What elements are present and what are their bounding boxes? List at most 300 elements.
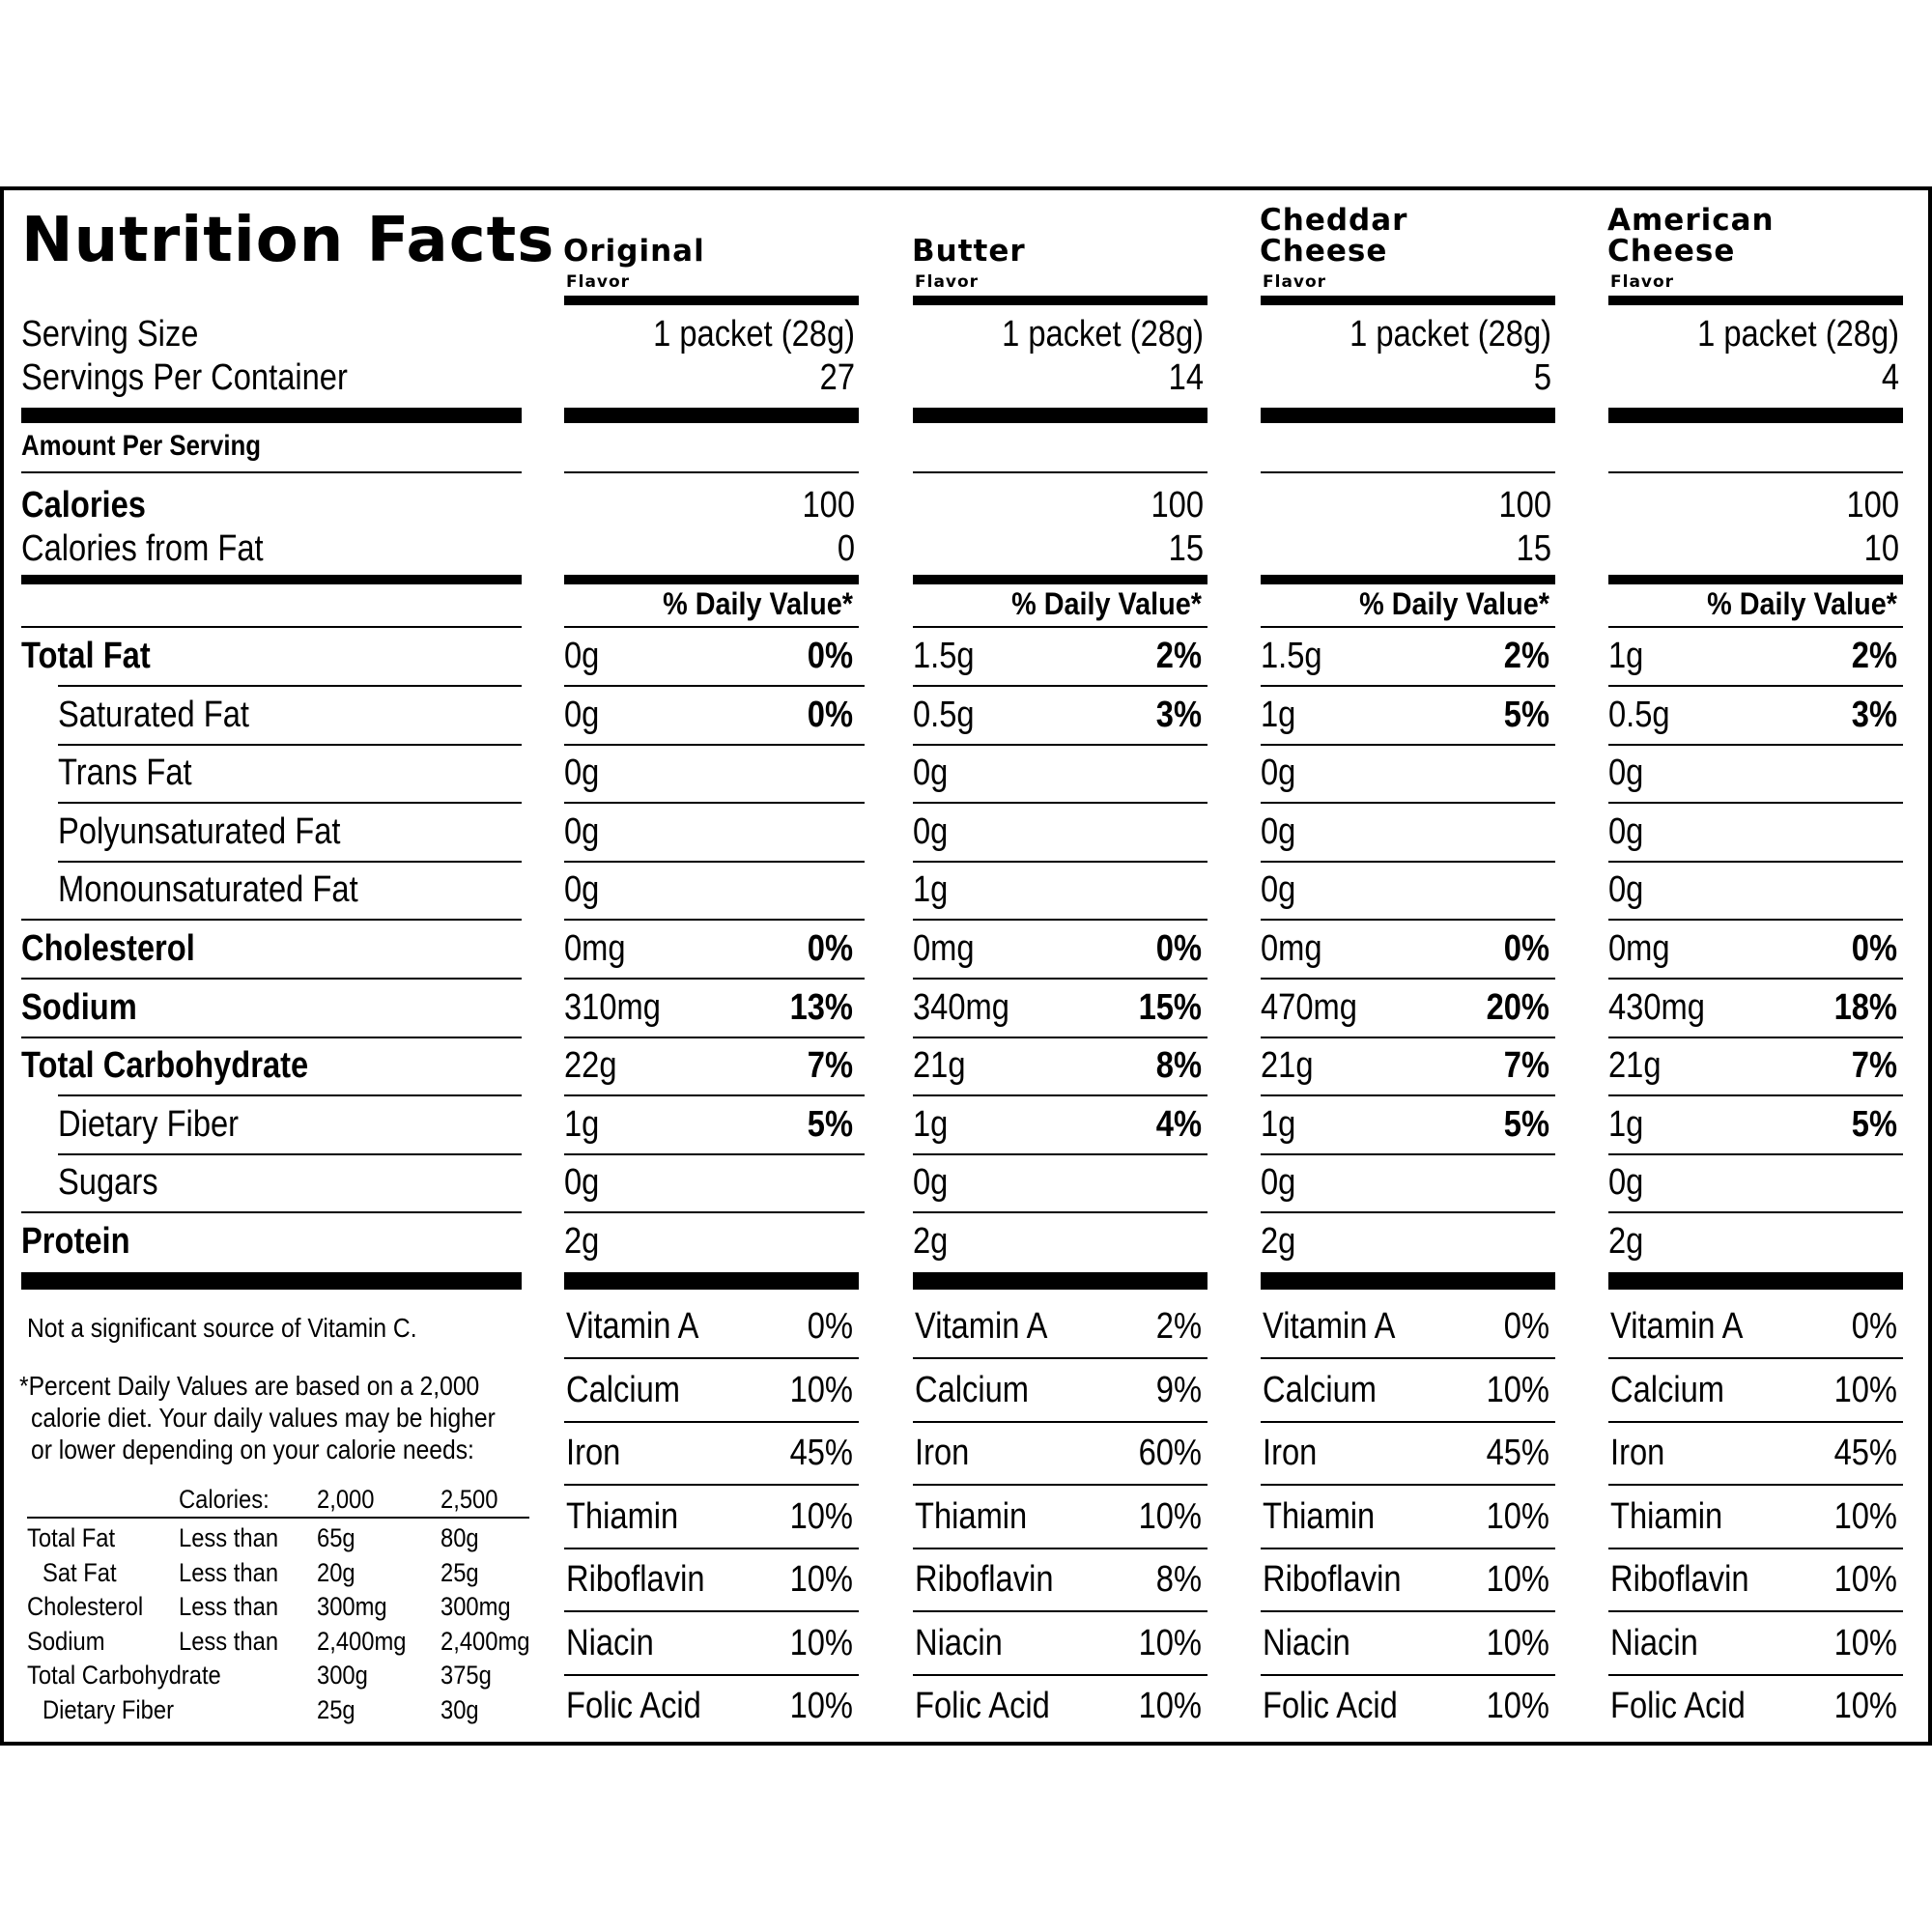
vitamin-divider [1608,1484,1903,1486]
vitamin-value: 45% [1833,1433,1897,1473]
footnote-table-cell: 30g [440,1694,479,1724]
footnote-table-cell: Cholesterol [27,1592,144,1621]
nutrient-daily-value: 5% [1851,1103,1897,1145]
vitamin-value: 10% [1833,1369,1897,1410]
nutrient-amount: 0g [564,810,600,852]
nutrient-amount: 21g [913,1045,966,1087]
vitamin-label: Vitamin A [566,1306,699,1347]
nutrient-amount: 0g [564,1162,600,1204]
nutrient-label: Saturated Fat [58,694,250,735]
vitamin-label: Calcium [1263,1369,1378,1410]
nutrient-amount: 0mg [564,928,626,969]
row-divider [58,744,522,746]
row-divider [1261,1211,1555,1213]
vitamin-label: Calcium [566,1369,681,1410]
row-divider [913,1094,1208,1096]
nutrient-daily-value: 5% [807,1103,853,1145]
nutrient-amount: 340mg [913,986,1009,1028]
nutrient-daily-value: 7% [1851,1045,1897,1087]
thick-rule [1261,408,1555,423]
row-divider [1608,685,1903,687]
row-divider [564,919,865,921]
vitamin-value: 10% [789,1495,853,1537]
footnote-table-rule [27,1517,529,1519]
row-divider [1608,1211,1903,1213]
row-divider [1608,744,1903,746]
vitamin-divider [1261,1610,1555,1612]
daily-value-header: % Daily Value* [1011,586,1202,621]
row-divider [564,802,865,804]
thin-rule [913,471,1208,473]
thin-rule [564,471,859,473]
nutrient-daily-value: 3% [1851,694,1897,735]
row-divider [1261,978,1555,980]
vitamin-label: Iron [915,1433,970,1473]
thick-rule [21,1272,522,1290]
nutrient-daily-value: 4% [1155,1103,1202,1145]
calories-from-fat-value: 15 [1516,528,1551,569]
vitamin-divider [1261,1357,1555,1359]
footnote-table-cell: 25g [440,1557,479,1587]
nutrient-amount: 0g [564,753,600,794]
row-divider [21,919,522,921]
row-divider [1608,1094,1903,1096]
thin-rule [21,626,522,628]
footnote-table-cell: 65g [317,1523,355,1552]
daily-value-footnote-line: or lower depending on your calorie needs: [31,1435,474,1464]
nutrient-label: Cholesterol [21,928,195,969]
vitamin-value: 10% [789,1559,853,1600]
nutrient-amount: 0g [564,869,600,911]
nutrient-daily-value: 7% [1503,1045,1549,1087]
row-divider [1608,861,1903,863]
nutrient-label: Dietary Fiber [58,1103,240,1145]
nutrient-label: Sodium [21,986,137,1028]
vitamin-divider [1608,1357,1903,1359]
vitamin-value: 9% [1155,1369,1202,1410]
calories-value: 100 [802,485,855,526]
serving-size-value: 1 packet (28g) [1697,314,1899,355]
flavor-name: Butter [912,234,1026,269]
vitamin-divider [564,1421,859,1423]
nutrient-label: Sugars [58,1162,158,1204]
vitamin-label: Niacin [915,1622,1003,1663]
nutrient-amount: 1g [1608,1103,1644,1145]
nutrient-daily-value: 0% [807,636,853,676]
thin-rule [1261,626,1555,628]
vitamin-label: Vitamin A [915,1306,1048,1347]
calories-value: 100 [1498,485,1551,526]
row-divider [564,861,865,863]
footnote-table-cell: 80g [440,1523,479,1552]
header-rule [1261,296,1555,305]
nutrient-amount: 0g [1608,753,1644,794]
vitamin-value: 10% [1833,1559,1897,1600]
footnote-table-cell: Dietary Fiber [43,1694,175,1724]
row-divider [1608,1037,1903,1038]
vitamin-label: Thiamin [1263,1495,1376,1537]
footnote-table-cell: 300mg [440,1592,511,1621]
row-divider [1261,802,1555,804]
nutrient-daily-value: 0% [1155,928,1202,969]
nutrient-daily-value: 5% [1503,1103,1549,1145]
amount-per-serving-label: Amount Per Serving [21,430,262,462]
servings-value: 4 [1881,357,1899,398]
row-divider [564,1037,865,1038]
row-divider [564,978,865,980]
row-divider [1261,744,1555,746]
nutrient-amount: 0.5g [913,694,975,735]
nutrient-amount: 2g [564,1221,600,1262]
row-divider [1261,1153,1555,1155]
row-divider [564,1153,865,1155]
daily-value-header: % Daily Value* [1707,586,1897,621]
serving-size-value: 1 packet (28g) [1350,314,1551,355]
nutrient-amount: 0g [1261,869,1296,911]
nutrient-amount: 1g [1261,1103,1296,1145]
footnote-table-cell: 300mg [317,1592,387,1621]
nutrient-daily-value: 2% [1155,636,1202,676]
footnote-table-cell: 2,400mg [317,1626,407,1656]
vitamin-divider [913,1674,1208,1676]
thick-rule [21,408,522,423]
nutrient-amount: 430mg [1608,986,1705,1028]
vitamin-label: Niacin [1263,1622,1350,1663]
flavor-subtitle: Flavor [1263,272,1327,292]
row-divider [21,978,522,980]
nutrient-amount: 2g [913,1221,949,1262]
nutrient-amount: 0mg [913,928,975,969]
vitamin-divider [913,1548,1208,1549]
row-divider [913,1037,1208,1038]
footnote-table-cell: 25g [317,1694,355,1724]
vitamin-divider [913,1610,1208,1612]
vitamin-divider [1261,1421,1555,1423]
nutrient-daily-value: 0% [807,928,853,969]
vitamin-value: 10% [789,1622,853,1663]
thick-rule [913,1272,1208,1290]
medium-rule [1261,575,1555,584]
thick-rule [1261,1272,1555,1290]
calories-from-fat-value: 15 [1168,528,1204,569]
row-divider [913,802,1208,804]
nutrient-amount: 1g [1261,694,1296,735]
nutrient-label: Polyunsaturated Fat [58,810,341,852]
nutrient-amount: 0g [1608,1162,1644,1204]
nutrient-amount: 0g [1608,869,1644,911]
medium-rule [913,575,1208,584]
medium-rule [21,575,522,584]
vitamin-divider [1608,1674,1903,1676]
footnote-table-cell: Sat Fat [43,1557,117,1587]
nutrient-amount: 0g [1261,753,1296,794]
footnote-table-cell: 20g [317,1557,355,1587]
vitamin-divider [564,1484,859,1486]
nutrient-amount: 0g [564,694,600,735]
vitamin-value: 10% [1138,1495,1202,1537]
header-rule [1608,296,1903,305]
vitamin-divider [564,1548,859,1549]
vitamin-label: Thiamin [1610,1495,1723,1537]
nutrient-amount: 22g [564,1045,617,1087]
vitamin-label: Riboflavin [915,1559,1054,1600]
vitamin-divider [1608,1421,1903,1423]
footnote-table-cell: Sodium [27,1626,105,1656]
nutrient-amount: 1.5g [1261,636,1322,676]
vitamin-label: Iron [1610,1433,1665,1473]
medium-rule [1608,575,1903,584]
vitamin-label: Calcium [1610,1369,1725,1410]
nutrient-label: Monounsaturated Fat [58,869,358,911]
vitamin-label: Folic Acid [566,1686,701,1726]
vitamin-label: Folic Acid [915,1686,1050,1726]
serving-size-value: 1 packet (28g) [1002,314,1204,355]
vitamin-label: Iron [566,1433,621,1473]
thin-rule [1608,471,1903,473]
calories-from-fat-value: 0 [837,528,855,569]
footnote-table-cell: Less than [179,1592,279,1621]
nutrient-amount: 1.5g [913,636,975,676]
daily-value-header: % Daily Value* [663,586,853,621]
vitamin-value: 8% [1155,1559,1202,1600]
vitamin-divider [564,1357,859,1359]
vitamin-label: Thiamin [566,1495,679,1537]
nutrient-amount: 1g [913,869,949,911]
calories-label: Calories [21,485,146,526]
row-divider [913,919,1208,921]
footnote-table-cell: Less than [179,1557,279,1587]
row-divider [1261,685,1555,687]
vitamin-value: 60% [1138,1433,1202,1473]
footnote-table-cell: 375g [440,1661,492,1690]
row-divider [564,1211,865,1213]
thin-rule [1608,626,1903,628]
thick-rule [1608,408,1903,423]
vitamin-divider [1608,1548,1903,1549]
vitamin-value: 10% [1138,1622,1202,1663]
nutrient-daily-value: 0% [807,694,853,735]
vitamin-value: 10% [1486,1686,1549,1726]
row-divider [1261,1037,1555,1038]
footnote-table-cell: Less than [179,1626,279,1656]
row-divider [21,1211,522,1213]
footnote-table-cell: Total Carbohydrate [27,1661,221,1690]
row-divider [1261,919,1555,921]
vitamin-value: 10% [1833,1686,1897,1726]
vitamin-value: 10% [1486,1369,1549,1410]
thick-rule [564,1272,859,1290]
nutrient-label: Total Fat [21,636,151,676]
thin-rule [21,471,522,473]
footnote-table-header: 2,000 [317,1485,375,1514]
flavor-name: Cheese [1260,234,1388,269]
nutrient-daily-value: 7% [807,1045,853,1087]
thick-rule [913,408,1208,423]
calories-value: 100 [1846,485,1899,526]
servings-value: 5 [1533,357,1551,398]
nutrient-amount: 0g [564,636,600,676]
thin-rule [913,626,1208,628]
nutrient-amount: 21g [1261,1045,1314,1087]
row-divider [913,744,1208,746]
row-divider [58,685,522,687]
nutrient-amount: 2g [1261,1221,1296,1262]
vitamin-c-note: Not a significant source of Vitamin C. [27,1313,417,1343]
flavor-name: Cheese [1607,234,1736,269]
vitamin-label: Riboflavin [1610,1559,1749,1600]
nutrient-daily-value: 18% [1833,986,1897,1028]
daily-value-footnote-line: calorie diet. Your daily values may be higher [31,1403,496,1433]
footnote-table-header: 2,500 [440,1485,498,1514]
nutrient-amount: 21g [1608,1045,1662,1087]
nutrient-daily-value: 5% [1503,694,1549,735]
nutrient-amount: 0g [1608,810,1644,852]
nutrient-daily-value: 0% [1851,928,1897,969]
vitamin-value: 10% [1486,1495,1549,1537]
nutrient-amount: 310mg [564,986,661,1028]
row-divider [1608,978,1903,980]
thick-rule [564,408,859,423]
row-divider [58,1153,522,1155]
vitamin-label: Niacin [566,1622,654,1663]
nutrient-amount: 0g [1261,1162,1296,1204]
row-divider [913,685,1208,687]
medium-rule [564,575,859,584]
nutrient-daily-value: 15% [1138,986,1202,1028]
vitamin-label: Riboflavin [566,1559,705,1600]
vitamin-value: 10% [1486,1622,1549,1663]
row-divider [564,744,865,746]
row-divider [564,1094,865,1096]
nutrient-daily-value: 13% [789,986,853,1028]
row-divider [1608,802,1903,804]
vitamin-value: 0% [1851,1306,1897,1347]
thin-rule [564,626,859,628]
row-divider [913,861,1208,863]
vitamin-label: Thiamin [915,1495,1028,1537]
vitamin-label: Riboflavin [1263,1559,1402,1600]
row-divider [913,978,1208,980]
vitamin-value: 45% [1486,1433,1549,1473]
nutrient-amount: 1g [913,1103,949,1145]
header-rule [913,296,1208,305]
nutrient-amount: 1g [1608,636,1644,676]
vitamin-value: 0% [807,1306,853,1347]
row-divider [1261,1094,1555,1096]
thin-rule [1261,471,1555,473]
vitamin-divider [913,1484,1208,1486]
nutrient-label: Total Carbohydrate [21,1045,309,1087]
thick-rule [1608,1272,1903,1290]
footnote-table-cell: 300g [317,1661,368,1690]
serving-size-label: Serving Size [21,314,199,355]
row-divider [913,1211,1208,1213]
nutrient-amount: 0.5g [1608,694,1670,735]
nutrient-daily-value: 2% [1851,636,1897,676]
page-title: Nutrition Facts [21,205,555,276]
nutrient-amount: 470mg [1261,986,1357,1028]
flavor-subtitle: Flavor [566,272,631,292]
nutrient-amount: 1g [564,1103,600,1145]
vitamin-divider [1261,1548,1555,1549]
vitamin-value: 2% [1155,1306,1202,1347]
flavor-name: American [1607,203,1775,238]
nutrient-daily-value: 8% [1155,1045,1202,1087]
footnote-table-cell: Less than [179,1523,279,1552]
vitamin-divider [1261,1674,1555,1676]
nutrient-label: Trans Fat [58,753,192,794]
row-divider [1608,919,1903,921]
nutrient-amount: 0mg [1261,928,1322,969]
calories-from-fat-value: 10 [1863,528,1899,569]
nutrient-amount: 0g [913,810,949,852]
footnote-table-header: Calories: [179,1485,270,1514]
vitamin-value: 10% [789,1686,853,1726]
vitamin-label: Iron [1263,1433,1318,1473]
flavor-name: Original [563,234,705,269]
row-divider [913,1153,1208,1155]
calories-from-fat-label: Calories from Fat [21,528,264,569]
vitamin-value: 10% [1833,1622,1897,1663]
row-divider [21,1037,522,1038]
flavor-name: Cheddar [1260,203,1408,238]
vitamin-divider [913,1421,1208,1423]
nutrient-amount: 0g [1261,810,1296,852]
vitamin-label: Vitamin A [1610,1306,1744,1347]
vitamin-label: Calcium [915,1369,1030,1410]
servings-per-container-label: Servings Per Container [21,357,348,398]
vitamin-divider [1608,1610,1903,1612]
row-divider [1261,861,1555,863]
nutrient-daily-value: 2% [1503,636,1549,676]
vitamin-label: Folic Acid [1610,1686,1746,1726]
daily-value-header: % Daily Value* [1359,586,1549,621]
row-divider [58,861,522,863]
flavor-subtitle: Flavor [1610,272,1675,292]
vitamin-label: Vitamin A [1263,1306,1396,1347]
vitamin-value: 45% [789,1433,853,1473]
footnote-table-cell: 2,400mg [440,1626,530,1656]
vitamin-value: 0% [1503,1306,1549,1347]
row-divider [58,1094,522,1096]
daily-value-footnote-line: *Percent Daily Values are based on a 2,000 [19,1371,480,1401]
vitamin-value: 10% [1833,1495,1897,1537]
calories-value: 100 [1151,485,1204,526]
vitamin-value: 10% [1138,1686,1202,1726]
nutrient-amount: 0g [913,1162,949,1204]
servings-value: 14 [1168,357,1204,398]
vitamin-divider [1261,1484,1555,1486]
vitamin-divider [564,1610,859,1612]
nutrient-amount: 0mg [1608,928,1670,969]
nutrient-amount: 2g [1608,1221,1644,1262]
vitamin-divider [913,1357,1208,1359]
nutrient-daily-value: 0% [1503,928,1549,969]
row-divider [564,685,865,687]
vitamin-value: 10% [789,1369,853,1410]
servings-value: 27 [819,357,855,398]
vitamin-divider [564,1674,859,1676]
nutrient-label: Protein [21,1221,130,1262]
nutrient-amount: 0g [913,753,949,794]
row-divider [58,802,522,804]
nutrient-daily-value: 20% [1486,986,1549,1028]
flavor-subtitle: Flavor [915,272,980,292]
footnote-table-cell: Total Fat [27,1523,116,1552]
row-divider [1608,1153,1903,1155]
nutrient-daily-value: 3% [1155,694,1202,735]
header-rule [564,296,859,305]
